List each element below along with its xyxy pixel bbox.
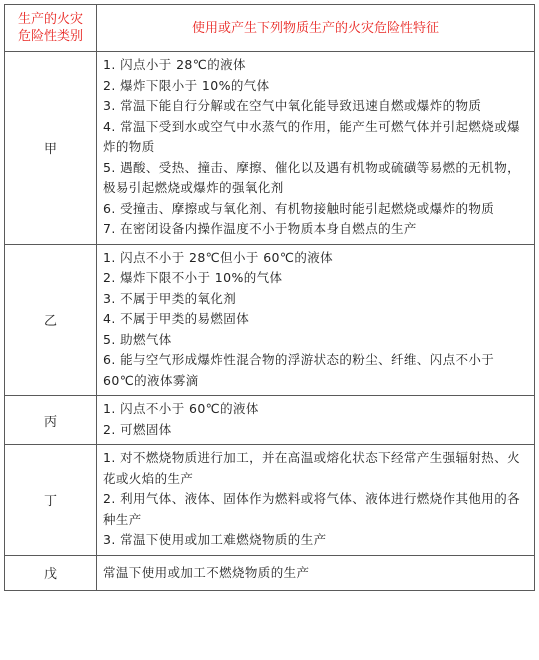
list-item: 3. 常温下能自行分解或在空气中氧化能导致迅速自燃或爆炸的物质 xyxy=(103,98,482,113)
category-cell: 丙 xyxy=(5,396,97,445)
characteristics-cell xyxy=(97,244,535,396)
table-row xyxy=(5,396,535,445)
category-cell: 戊 xyxy=(5,555,97,591)
list-item: 6. 能与空气形成爆炸性混合物的浮游状态的粉尘、纤维、闪点不小于 60℃的液体雾滴 xyxy=(103,352,495,388)
list-item: 2. 爆炸下限不小于 10%的气体 xyxy=(103,270,283,285)
list-item: 5. 助燃气体 xyxy=(103,331,172,347)
list-item: 常温下使用或加工不燃烧物质的生产 xyxy=(103,564,310,580)
fire-hazard-table xyxy=(4,4,535,591)
list-item: 2. 利用气体、液体、固体作为燃料或将气体、液体进行燃烧作其他用的各种生产 xyxy=(103,491,521,527)
characteristics-cell xyxy=(97,445,535,556)
list-item: 2. 爆炸下限小于 10%的气体 xyxy=(103,77,270,93)
list-item: 6. 受撞击、摩擦或与氧化剂、有机物接触时能引起燃烧或爆炸的物质 xyxy=(103,200,495,216)
table-row xyxy=(5,445,535,556)
table-row xyxy=(5,244,535,396)
table-row xyxy=(5,52,535,245)
list-item: 5. 遇酸、受热、撞击、摩擦、催化以及遇有机物或硫磺等易燃的无机物，极易引起燃烧或爆炸的强氧化剂 xyxy=(103,159,521,195)
category-cell: 甲 xyxy=(5,52,97,245)
list-item: 1. 闪点小于 28℃的液体 xyxy=(103,57,246,72)
table-row xyxy=(5,555,535,591)
header-characteristics: 使用或产生下列物质生产的火灾危险性特征 xyxy=(97,5,535,52)
list-item: 1. 闪点不小于 28℃但小于 60℃的液体 xyxy=(103,249,334,265)
list-item: 7. 在密闭设备内操作温度不小于物质本身自燃点的生产 xyxy=(103,221,417,236)
header-category: 生产的火灾危险性类别 xyxy=(5,5,97,52)
characteristics-cell xyxy=(97,52,535,245)
list-item: 3. 不属于甲类的氧化剂 xyxy=(103,290,237,306)
characteristics-cell xyxy=(97,555,535,591)
list-item: 4. 常温下受到水或空气中水蒸气的作用，能产生可燃气体并引起燃烧或爆炸的物质 xyxy=(103,118,521,154)
list-item: 1. 闪点不小于 60℃的液体 xyxy=(103,401,259,416)
list-item: 1. 对不燃烧物质进行加工，并在高温或熔化状态下经常产生强辐射热、火花或火焰的生产 xyxy=(103,450,521,486)
list-item: 3. 常温下使用或加工难燃烧物质的生产 xyxy=(103,532,327,547)
category-cell: 丁 xyxy=(5,445,97,556)
characteristics-cell xyxy=(97,396,535,445)
list-item: 2. 可燃固体 xyxy=(103,421,172,437)
category-cell: 乙 xyxy=(5,244,97,396)
list-item: 4. 不属于甲类的易燃固体 xyxy=(103,311,250,326)
header-row xyxy=(5,5,535,52)
